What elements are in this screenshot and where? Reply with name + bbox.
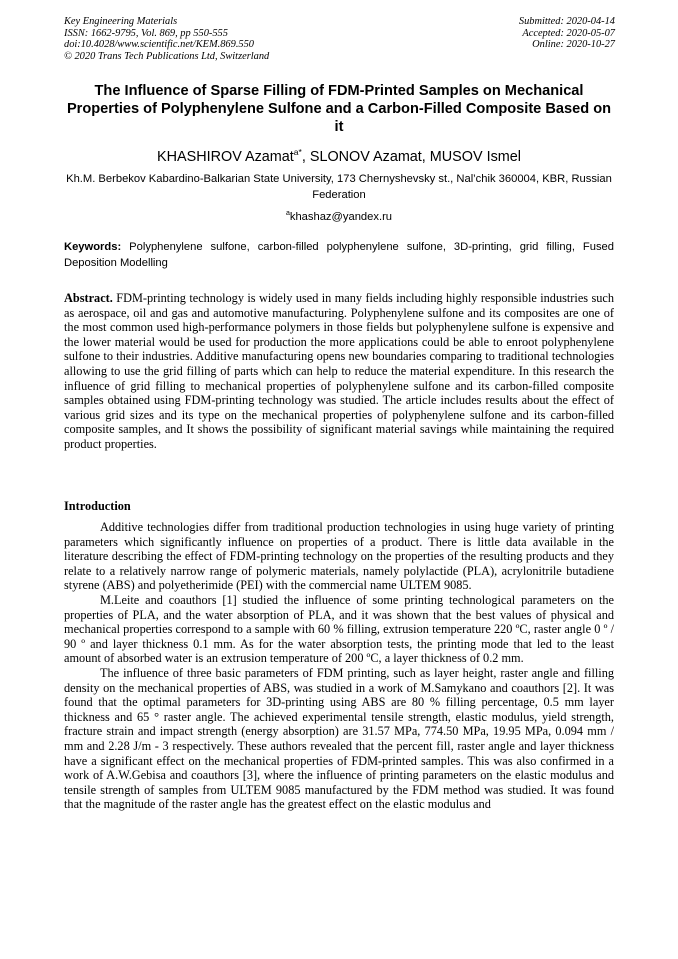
journal-issn: ISSN: 1662-9795, Vol. 869, pp 550-555 [64,27,228,39]
paragraph: Additive technologies differ from traditional production technologies in using huge variety of printing parameters which significantly influence on properties of a product. There is little data available in the literature describing the effect of FDM-printing technology on the properties of the resulting products and they relate to a relatively narrow range of polymeric materials, namely polylactide (PLA), acrylonitrile butadiene styrene (ABS) and polyetherimide (PEI) with the commercial name ULTEM 9085. [64,520,614,593]
submission-dates [519,16,615,51]
first-author-marker: a* [293,147,302,157]
affiliation: Kh.M. Berbekov Kabardino-Balkarian State University, 173 Chernyshevsky st., Nal’chik 360004, KBR, Russian Federation [66,173,612,201]
abstract-label: Abstract. [64,291,113,305]
journal-name: Key Engineering Materials [64,16,178,27]
corresponding-email [62,207,616,224]
paragraph: M.Leite and coauthors [1] studied the influence of some printing technological parameters on the properties of PLA, and the water absorption of PLA, and it was shown that the best values of physical and mechanical properties correspond to a sample with 60 % filling, extrusion temperature 220 ºC, raster angle 0 º / 90 º and layer thickness 0.1 mm. As for the water absorption tests, the printing mode that led to the least amount of absorbed water is an extrusion temperature of 200 ºC, a layer thickness of 0.2 mm. [64,592,614,666]
introduction-body [64,520,614,812]
abstract-text: FDM-printing technology is widely used in many fields including highly responsible industries such as aerospace, oil and gas and automotive manufacturing. Polyphenylene sulfone and its composites are one of the most common used high-performance polymers in those fields but polyphenylene sulfone is expensive and the lower material would be used for production the more applications could be able to enroot polyphenylene sulfone to their industries. Additive manufacturing opens new boundaries comparing to traditional technologies allowing to use the grid filling of parts which can help to reduce the material expenditure. In this research the influence of grid filling to mechanical properties of polyphenylene sulfone and its carbon-filled composite samples obtained using FDM-printing technology was studied. The article includes results about the effect of various grid sizes and its type on the mechanical properties of polyphenylene sulfone and its carbon-filled composite samples, and It shows the possibility of significant material savings while maintaining the required product properties. [64,291,614,451]
journal-copyright: © 2020 Trans Tech Publications Ltd, Switzerland [64,50,270,62]
accepted-date: Accepted: 2020-05-07 [522,27,615,39]
email-marker: a [285,210,290,217]
abstract [64,291,614,452]
keywords-text: Polyphenylene sulfone, carbon-filled polyphenylene sulfone, 3D-printing, grid filling, Fused Deposition Modelling [64,241,614,269]
first-author: KHASHIROV Azamat [157,149,294,165]
other-authors: , SLONOV Azamat, MUSOV Ismel [301,149,521,165]
submitted-date: Submitted: 2020-04-14 [518,16,615,27]
paragraph: The influence of three basic parameters of FDM printing, such as layer height, raster angle and filling density on the mechanical properties of ABS, was studied in a work of M.Samykano and coauthors [2]. It was found that the optimal parameters for 3D-printing using ABS are 80 % filling percentage, 0.5 mm layer thickness and 65 ° raster angle. The achieved experimental tensile strength, elastic modulus, yield strength, fracture strain and impact strength (energy absorption) are 31.57 MPa, 774.50 MPa, 19.95 MPa, 0.094 mm / mm and 2.28 J/m - 3 respectively. These authors revealed that the percent fill, raster angle and layer thickness have a significant effect on the mechanical properties of FDM-printed samples. This was also confirmed in a work of A.W.Gebisa and coauthors [3], where the influence of printing parameters on the elastic modulus and tensile strength of samples from ULTEM 9085 manufactured by the FDM method was studied. It was found that the magnitude of the raster angle has the greatest effect on the elastic modulus and [64,665,614,812]
online-date: Online: 2020-10-27 [532,39,615,51]
keywords-label: Keywords: [64,241,122,253]
author-list [62,143,616,166]
journal-doi: doi:10.4028/www.scientific.net/KEM.869.550 [64,39,254,51]
keywords [64,239,614,271]
journal-header [64,16,269,62]
paper-title: The Influence of Sparse Filling of FDM-Printed Samples on Mechanical Properties of Polyphenylene Sulfone and a Carbon-Filled Composite Based on it [66,83,612,135]
email-address[interactable]: khashaz@yandex.ru [289,211,393,223]
introduction-heading: Introduction [64,499,131,513]
